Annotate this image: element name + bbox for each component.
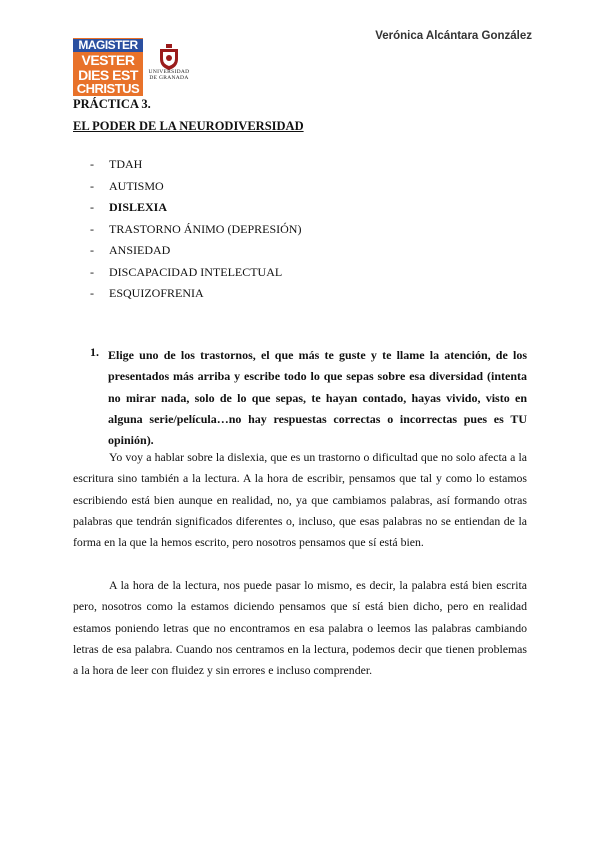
list-dash: - bbox=[90, 221, 94, 236]
practice-subtitle: EL PODER DE LA NEURODIVERSIDAD bbox=[73, 119, 304, 133]
list-dash: - bbox=[90, 178, 94, 193]
university-name-line: DE GRANADA bbox=[149, 74, 189, 81]
list-item-label: AUTISMO bbox=[109, 178, 164, 193]
magister-logo-line: VESTER bbox=[81, 52, 135, 68]
list-item-label: ESQUIZOFRENIA bbox=[109, 286, 204, 300]
author-name: Verónica Alcántara González bbox=[375, 30, 532, 42]
list-dash: - bbox=[90, 243, 94, 257]
university-logo bbox=[146, 44, 192, 92]
list-item-label: TDAH bbox=[109, 157, 143, 171]
list-item-label: ANSIEDAD bbox=[109, 243, 171, 257]
list-item bbox=[90, 243, 301, 265]
question-number: 1. bbox=[90, 345, 99, 359]
list-dash: - bbox=[90, 264, 94, 279]
list-dash: - bbox=[90, 286, 94, 300]
magister-logo-line: MAGISTER bbox=[73, 39, 143, 52]
university-crest-icon bbox=[158, 44, 180, 70]
list-item bbox=[90, 179, 301, 201]
magister-logo-line: DIES EST bbox=[78, 67, 138, 83]
answer-paragraph-2: A la hora de la lectura, nos puede pasar lo mismo, es decir, la palabra está bien escrita pero, nosotros como la estamos diciendo pensamos que sí está bien dicho, pero en realidad estamos poniendo letras que no encontramos en esa palabra o leemos las palabras cambiando letras de esa palabra. Cuando nos centramos en la lectura, podemos decir que tienen problemas a la hora de leer con fluidez y sin errores e incluso comprender. bbox=[73, 578, 527, 678]
question-text: Elige uno de los trastornos, el que más te guste y te llame la atención, de los presentados más arriba y escribe todo lo que sepas sobre esa diversidad (intenta no mirar nada, solo de lo que sepas, te hayan contado, hayas vivido, visto en alguna serie/película…no hay respuestas correctas o incorrectas pues es TU opinión). bbox=[108, 348, 527, 448]
list-item bbox=[90, 222, 301, 244]
list-item-label: DISLEXIA bbox=[109, 200, 168, 214]
list-item-label: DISCAPACIDAD INTELECTUAL bbox=[109, 264, 283, 279]
list-item bbox=[90, 265, 301, 287]
answer-paragraph-1: Yo voy a hablar sobre la dislexia, que es un trastorno o dificultad que no solo afecta a la escritura sino también a la lectura. A la hora de escribir, pensamos que tal y como lo estamos escribiendo está bien aunque en realidad, no, ya que cambiamos palabras, así formando otras palabras que tendrán significados diferentes o, incluso, que esas palabras no se entiendan de la forma en la que la hemos escrito, pero nosotros pensamos que sí está bien. bbox=[73, 450, 527, 550]
university-name-line: UNIVERSIDAD bbox=[148, 69, 190, 75]
question-block bbox=[90, 345, 527, 451]
list-dash: - bbox=[90, 157, 94, 171]
list-item bbox=[90, 286, 301, 308]
list-dash: - bbox=[90, 200, 94, 214]
magister-logo-line: CHRISTUS bbox=[76, 81, 140, 96]
disorder-list bbox=[90, 157, 301, 308]
practice-title: PRÁCTICA 3. bbox=[73, 97, 151, 111]
list-item-label: TRASTORNO ÁNIMO (DEPRESIÓN) bbox=[109, 221, 302, 236]
magister-logo bbox=[73, 38, 143, 96]
list-item bbox=[90, 200, 301, 222]
list-item bbox=[90, 157, 301, 179]
